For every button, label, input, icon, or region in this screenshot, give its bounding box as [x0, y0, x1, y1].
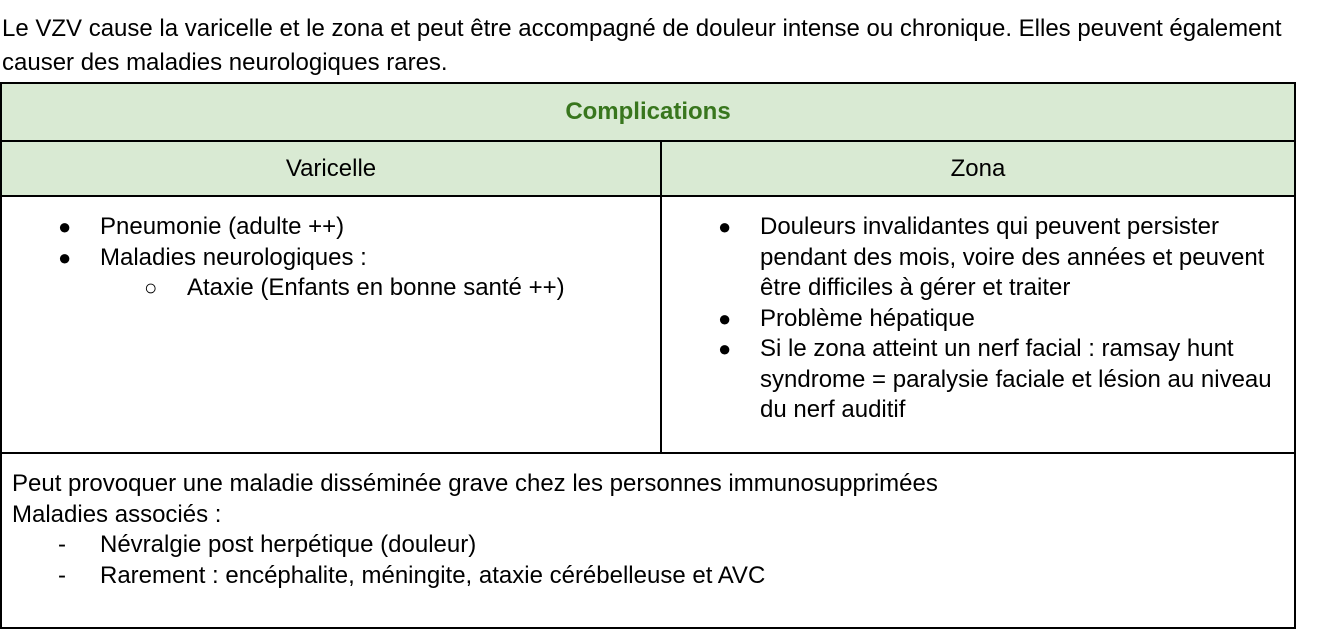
- sub-list-item: [100, 273, 660, 304]
- list-item: [58, 212, 660, 243]
- circle-bullet-icon: ○: [144, 275, 158, 300]
- column-header-zona: Zona: [661, 141, 1295, 196]
- dash-icon: -: [58, 561, 66, 589]
- list-item: [718, 212, 1284, 304]
- list-item: [58, 530, 1284, 561]
- table-title: Complications: [1, 83, 1295, 141]
- sub-list-item-text: Ataxie (Enfants en bonne santé ++): [187, 274, 565, 301]
- list-item: [718, 304, 1284, 335]
- list-item: [718, 334, 1284, 426]
- bullet-icon: ●: [718, 305, 732, 331]
- footer-line-associated: Maladies associés :: [12, 500, 222, 528]
- table-header-row: [1, 141, 1295, 196]
- table-footer-row: [1, 453, 1295, 628]
- footer-line-disseminated: Peut provoquer une maladie disséminée grave chez les personnes immunosupprimées: [12, 470, 938, 497]
- list-item: [58, 561, 1284, 592]
- table-title-row: [1, 83, 1295, 141]
- footer-cell: [1, 453, 1295, 628]
- list-item: [58, 243, 660, 274]
- list-item-text: Douleurs invalidantes qui peuvent persister pendant des mois, voire des années et peuvent être difficiles à gérer et traiter: [760, 213, 1265, 301]
- list-item-text: Problème hépatique: [760, 304, 975, 332]
- zona-cell: [661, 196, 1295, 453]
- column-header-varicelle: Varicelle: [1, 141, 661, 196]
- bullet-icon: ●: [718, 214, 732, 239]
- list-item-text: Maladies neurologiques :: [100, 243, 367, 271]
- zona-list: [718, 212, 1284, 426]
- complications-table: [0, 82, 1296, 629]
- varicelle-list: [58, 212, 660, 304]
- dash-icon: -: [58, 531, 66, 558]
- list-item-text: Pneumonie (adulte ++): [100, 213, 345, 240]
- varicelle-cell: [1, 196, 661, 453]
- list-item-text: Rarement : encéphalite, méningite, ataxie cérébelleuse et AVC: [100, 561, 766, 589]
- bullet-icon: ●: [718, 336, 732, 361]
- table-body-row: [1, 196, 1295, 453]
- bullet-icon: ●: [58, 244, 72, 270]
- list-item-text: Névralgie post herpétique (douleur): [100, 531, 477, 558]
- associated-diseases-list: [12, 530, 1284, 591]
- list-item-text: Si le zona atteint un nerf facial : ramsay hunt syndrome = paralysie faciale et lésion au niveau du nerf auditif: [760, 335, 1272, 423]
- bullet-icon: ●: [58, 214, 72, 239]
- intro-paragraph: Le VZV cause la varicelle et le zona et peut être accompagné de douleur intense ou chronique. Elles peuvent également causer des maladies neurologiques rares.: [2, 15, 1282, 76]
